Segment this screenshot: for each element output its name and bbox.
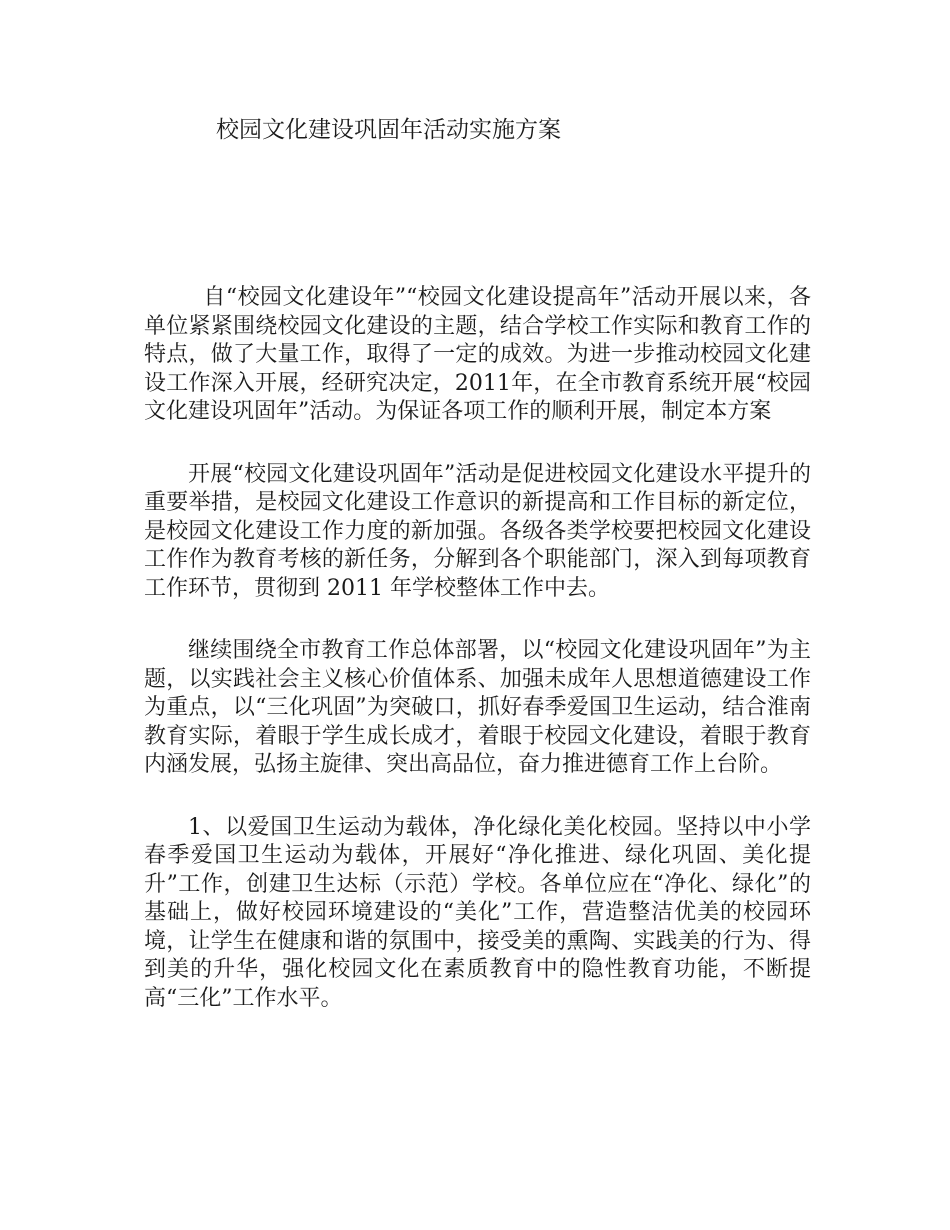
paragraph-significance: 开展“校园文化建设巩固年”活动是促进校园文化建设水平提升的重要举措，是校园文化建设工作意识的新提高和工作目标的新定位，是校园文化建设工作力度的新加强。各级各类学校要把校园文化建设工作作为教育考核的新任务，分解到各个职能部门，深入到每项教育工作环节，贯彻到 2011 年学校整体工作中去。 <box>144 461 811 601</box>
paragraph-item-1: 1、以爱国卫生运动为载体，净化绿化美化校园。坚持以中小学春季爱国卫生运动为载体，开展好“净化推进、绿化巩固、美化提升”工作，创建卫生达标（示范）学校。各单位应在“净化、绿化”的基础上，做好校园环境建设的“美化”工作，营造整洁优美的校园环境，让学生在健康和谐的氛围中，接受美的熏陶、实践美的行为、得到美的升华，强化校园文化在素质教育中的隐性教育功能，不断提高“三化”工作水平。 <box>144 814 811 1011</box>
document-title: 校园文化建设巩固年活动实施方案 <box>216 117 561 143</box>
paragraph-intro: 自“校园文化建设年”“校园文化建设提高年”活动开展以来，各单位紧紧围绕校园文化建设的主题，结合学校工作实际和教育工作的特点，做了大量工作，取得了一定的成效。为进一步推动校园文化建设工作深入开展，经研究决定，2011年，在全市教育系统开展“校园文化建设巩固年”活动。为保证各项工作的顺利开展，制定本方案 <box>144 285 811 424</box>
paragraph-guiding-idea: 继续围绕全市教育工作总体部署，以“校园文化建设巩固年”为主题，以实践社会主义核心价值体系、加强未成年人思想道德建设工作为重点，以“三化巩固”为突破口，抓好春季爱国卫生运动，结合淮南教育实际，着眼于学生成长成才，着眼于校园文化建设，着眼于教育内涵发展，弘扬主旋律、突出高品位，奋力推进德育工作上台阶。 <box>144 638 811 777</box>
document-body <box>144 284 811 1047</box>
